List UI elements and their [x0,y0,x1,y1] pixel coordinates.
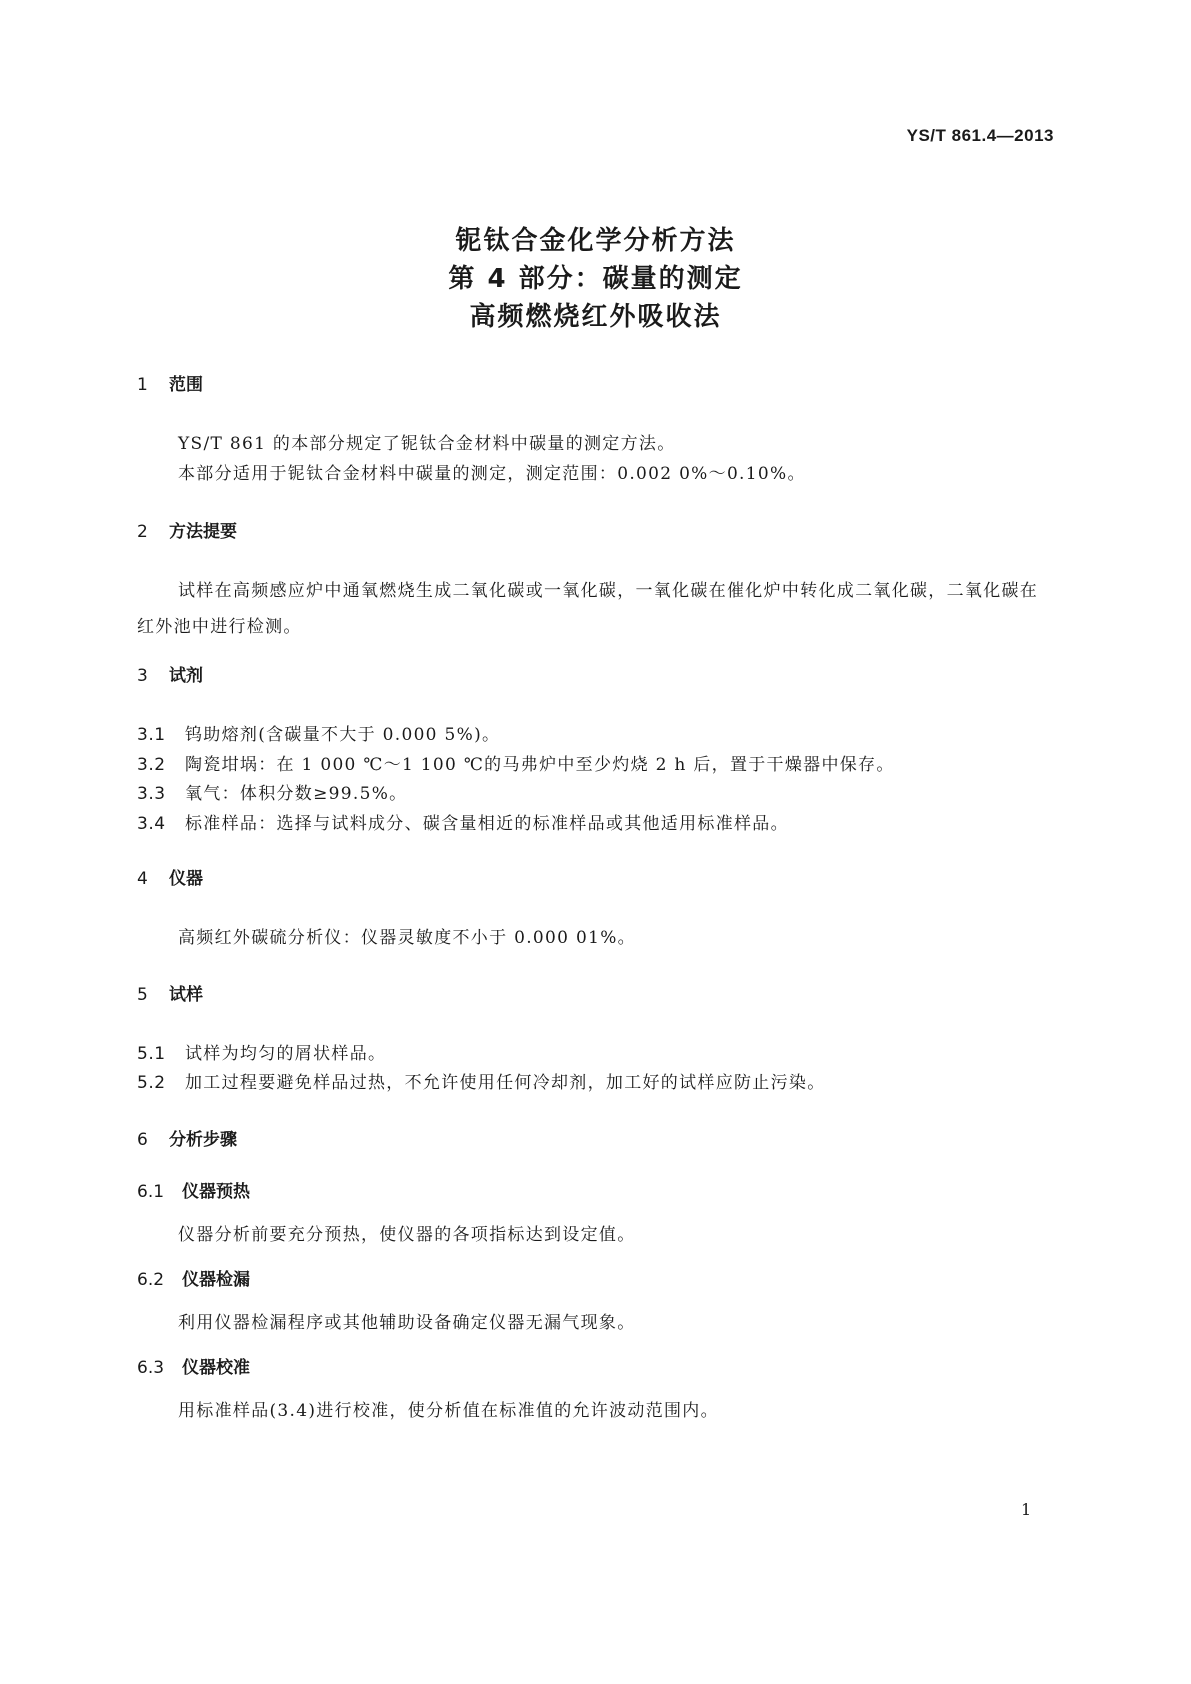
subsection-number: 6.3 [137,1358,165,1378]
item-number: 3.3 [137,784,166,804]
item-text: 试样为均匀的屑状样品。 [185,1044,387,1064]
section-heading-apparatus [137,867,203,891]
subsection-number: 6.2 [137,1270,165,1290]
item-number: 3.1 [137,725,166,745]
list-item [137,1042,386,1066]
section-title: 试剂 [169,666,203,686]
list-item [137,1071,826,1095]
section-heading-scope [137,373,203,397]
paragraph: 仪器分析前要充分预热，使仪器的各项指标达到设定值。 [178,1225,636,1245]
section-title: 分析步骤 [169,1130,237,1150]
item-text: 加工过程要避免样品过热，不允许使用任何冷却剂，加工好的试样应防止污染。 [185,1073,826,1093]
subsection-heading-leak-check [137,1268,250,1292]
section-heading-reagents [137,664,203,688]
subsection-title: 仪器检漏 [182,1270,250,1290]
list-item [137,753,895,777]
section-heading-procedure [137,1128,237,1152]
list-item [137,812,789,836]
item-number: 3.2 [137,755,166,775]
paragraph: 试样在高频感应炉中通氧燃烧生成二氧化碳或一氧化碳，一氧化碳在催化炉中转化成二氧化碳，二氧化碳在红外池中进行检测。 [137,581,1039,637]
paragraph: YS/T 861 的本部分规定了铌钛合金材料中碳量的测定方法。 [178,434,676,454]
item-text: 氧气：体积分数≥99.5%。 [185,784,408,804]
section-title: 范围 [169,375,203,395]
document-title [0,222,1191,336]
subsection-title: 仪器预热 [182,1182,250,1202]
section-heading-principle [137,520,237,544]
section-title: 仪器 [169,869,203,889]
item-text: 钨助熔剂(含碳量不大于 0.000 5%)。 [185,725,501,745]
page-number: 1 [1021,1500,1032,1519]
title-line-2: 第 4 部分：碳量的测定 [448,264,743,294]
section-heading-sample [137,983,203,1007]
subsection-title: 仪器校准 [182,1358,250,1378]
item-text: 陶瓷坩埚：在 1 000 ℃～1 100 ℃的马弗炉中至少灼烧 2 h 后，置于干燥器中保存。 [185,755,895,775]
paragraph: 本部分适用于铌钛合金材料中碳量的测定，测定范围：0.002 0%～0.10%。 [178,464,806,484]
standard-code: YS/T 861.4—2013 [906,126,1054,145]
item-number: 5.2 [137,1073,166,1093]
paragraph: 利用仪器检漏程序或其他辅助设备确定仪器无漏气现象。 [178,1313,636,1333]
section-number: 1 [137,375,148,395]
paragraph: 高频红外碳硫分析仪：仪器灵敏度不小于 0.000 01%。 [178,928,636,948]
title-line-3: 高频燃烧红外吸收法 [469,302,722,332]
section-title: 试样 [169,985,203,1005]
section-number: 4 [137,869,148,889]
section-number: 6 [137,1130,148,1150]
section-number: 2 [137,522,148,542]
section-title: 方法提要 [169,522,237,542]
subsection-heading-calibration [137,1356,250,1380]
item-number: 5.1 [137,1044,166,1064]
title-line-1: 铌钛合金化学分析方法 [455,226,736,256]
item-text: 标准样品：选择与试料成分、碳含量相近的标准样品或其他适用标准样品。 [185,814,789,834]
section-number: 5 [137,985,148,1005]
list-item [137,782,407,806]
list-item [137,723,500,747]
subsection-number: 6.1 [137,1182,165,1202]
paragraph: 用标准样品(3.4)进行校准，使分析值在标准值的允许波动范围内。 [178,1401,719,1421]
subsection-heading-preheat [137,1180,250,1204]
item-number: 3.4 [137,814,166,834]
section-number: 3 [137,666,148,686]
